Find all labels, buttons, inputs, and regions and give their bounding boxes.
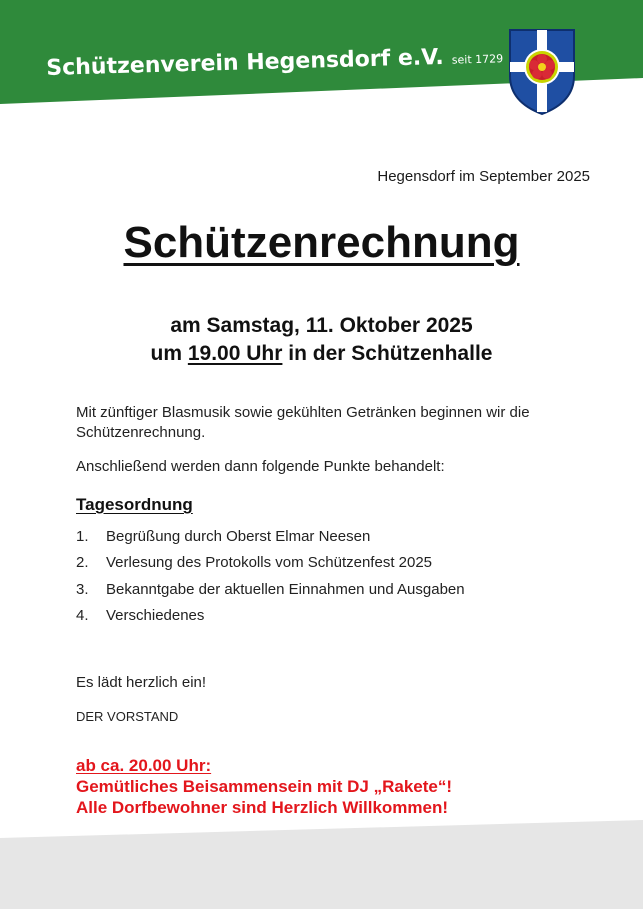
page-title: Schützenrechnung [123, 218, 520, 267]
event-time-suffix: in der Schützenhalle [282, 342, 493, 365]
agenda-item-number: 4. [76, 606, 89, 624]
event-time-prefix: um [150, 342, 188, 365]
agenda-item [76, 581, 465, 607]
after-party-line-2: Alle Dorfbewohner sind Herzlich Willkommen! [76, 798, 449, 817]
date-line: Hegensdorf im September 2025 [377, 168, 590, 185]
club-crest-icon [506, 26, 578, 116]
agenda-item-number: 3. [76, 580, 89, 598]
intro-paragraph: Mit zünftiger Blasmusik sowie gekühlten Getränken beginnen wir die Schützenrechnung. [76, 404, 530, 441]
after-party-time: ab ca. 20.00 Uhr: [76, 756, 212, 775]
agenda-item-text: Verlesung des Protokolls vom Schützenfest 2025 [106, 554, 433, 572]
agenda-item-number: 1. [76, 528, 89, 545]
club-name-text: Schützenverein Hegensdorf e.V. [46, 44, 445, 81]
event-time: 19.00 Uhr [187, 342, 283, 365]
after-party-line-1: Gemütliches Beisammensein mit DJ „Rakete“! [76, 777, 453, 796]
agenda-item [76, 528, 465, 554]
agenda-item [76, 554, 465, 580]
agenda-item [76, 607, 465, 633]
agenda-item-text: Begrüßung durch Oberst Elmar Neesen [106, 528, 371, 545]
agenda-list [76, 528, 465, 633]
agenda-heading: Tagesordnung [76, 495, 193, 514]
agenda-item-text: Verschiedenes [106, 606, 205, 624]
event-date: am Samstag, 11. Oktober 2025 [170, 314, 473, 337]
club-since: seit 1729 [451, 52, 504, 67]
invitation-text: Es lädt herzlich ein! [76, 674, 207, 691]
agenda-item-number: 2. [76, 554, 89, 572]
agenda-item-text: Bekanntgabe der aktuellen Einnahmen und Ausgaben [106, 580, 465, 598]
footer-band [0, 820, 643, 909]
intro-paragraph-2: Anschließend werden dann folgende Punkte behandelt: [76, 458, 445, 475]
signer: DER VORSTAND [76, 709, 179, 724]
event-time-line [0, 342, 643, 366]
